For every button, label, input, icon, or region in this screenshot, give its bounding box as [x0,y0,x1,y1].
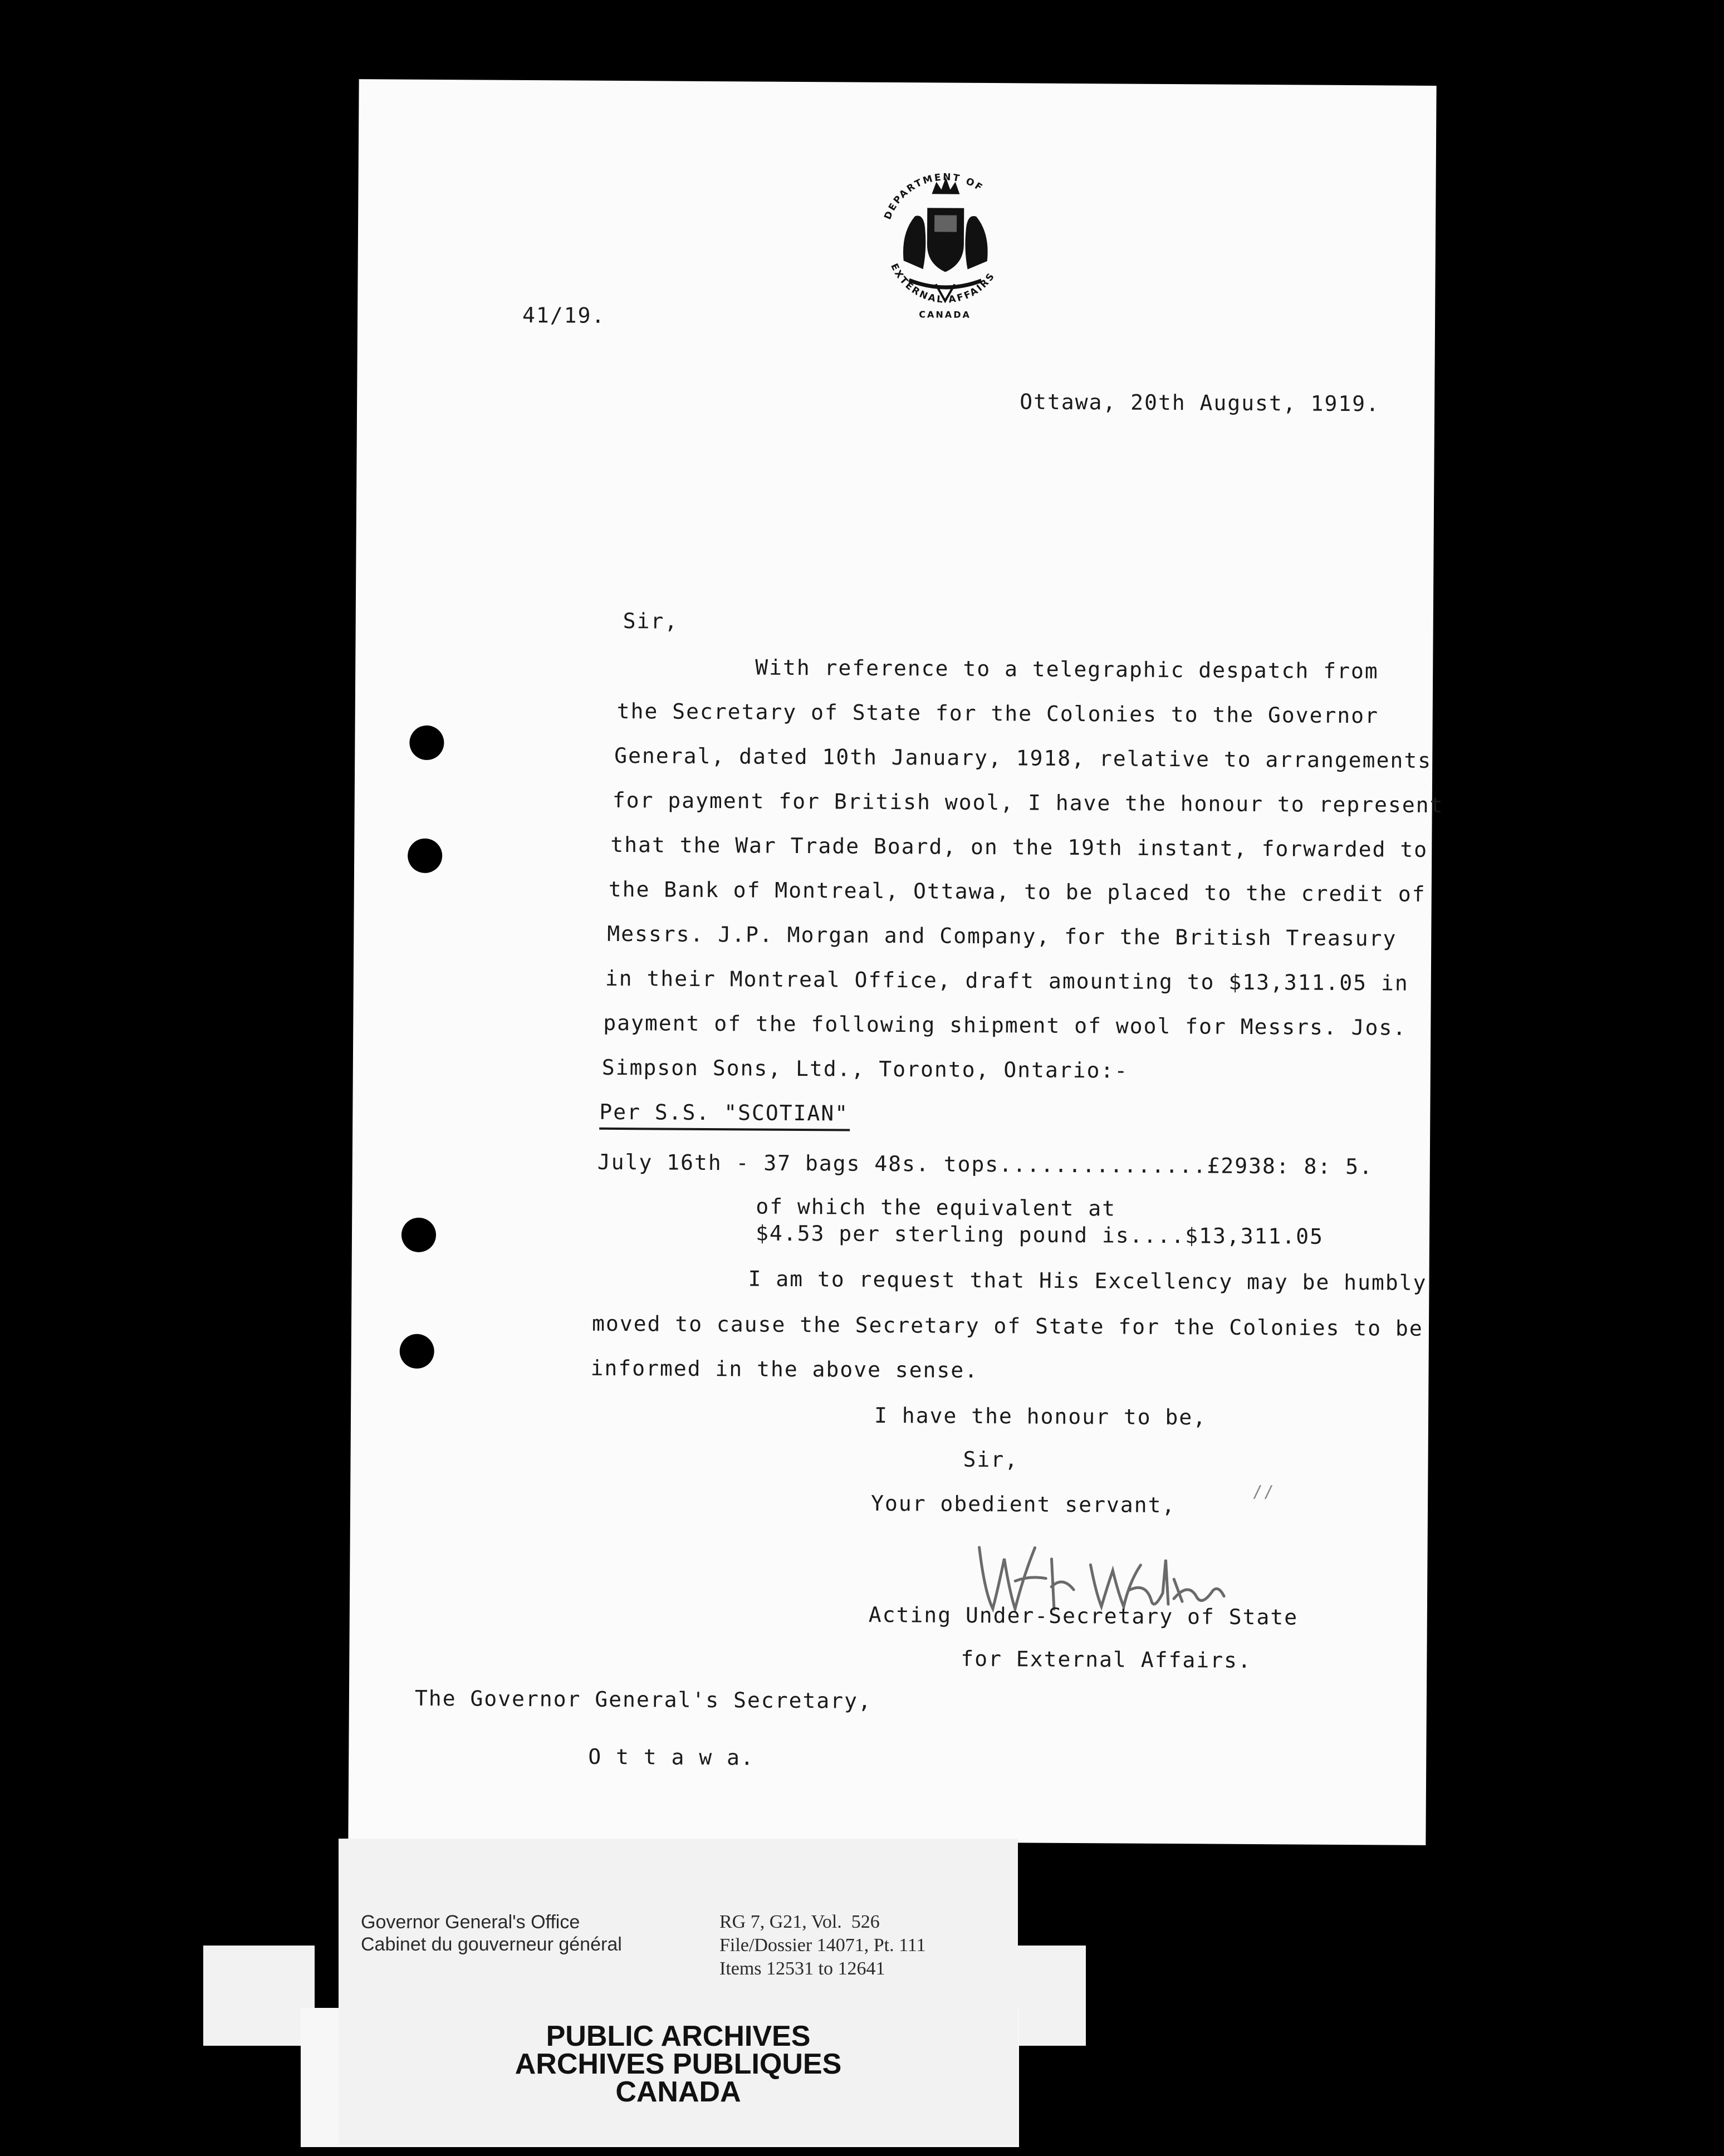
margin-mark: // [1252,1482,1275,1502]
shipment-line: July 16th - 37 bags 48s. tops...............£2938: 8: 5. [597,1149,1374,1179]
file-dossier: File/Dossier 14071, Pt. 111 [719,1935,926,1956]
record-group: RG 7, G21, Vol. 526 [719,1912,880,1932]
date-line: Ottawa, 20th August, 1919. [1020,389,1380,416]
body-line: Messrs. J.P. Morgan and Company, for the British Treasury [607,921,1397,951]
archives-stamp-line: PUBLIC ARCHIVES [546,2020,811,2052]
closing-line: Sir, [963,1447,1019,1472]
archive-label [339,1839,1018,2145]
punch-hole [400,1334,434,1369]
body-line: General, dated 10th January, 1918, relative to arrangements [614,743,1432,773]
addressee-line: The Governor General's Secretary, [414,1685,873,1713]
label-tab-left [203,1946,315,2046]
svg-text:EXTERNAL AFFAIRS: EXTERNAL AFFAIRS [888,262,998,306]
request-line: moved to cause the Secretary of State for the Colonies to be [591,1311,1423,1341]
body-line: in their Montreal Office, draft amounting to $13,311.05 in [605,966,1409,996]
punch-hole [401,1218,436,1252]
department-seal-icon [870,155,1021,329]
addressee-line: O t t a w a. [588,1744,755,1770]
body-line: payment of the following shipment of wool for Messrs. Jos. [603,1010,1407,1040]
body-line: that the War Trade Board, on the 19th instant, forwarded to [610,832,1428,862]
closing-line: I have the honour to be, [874,1403,1207,1430]
svg-text:DEPARTMENT OF: DEPARTMENT OF [882,171,986,222]
file-reference: 41/19. [522,302,606,328]
punch-hole [409,726,444,760]
equivalent-line: of which the equivalent at [756,1194,1116,1221]
punch-hole [408,839,442,873]
closing-line: Your obedient servant, [870,1491,1176,1518]
body-line: the Bank of Montreal, Ottawa, to be placed to the credit of [608,876,1426,906]
salutation: Sir, [623,609,679,634]
archives-stamp-line: CANADA [615,2076,741,2108]
signatory-title: Acting Under-Secretary of State [868,1602,1299,1630]
body-line: for payment for British wool, I have the honour to represent [612,787,1444,818]
request-line: informed in the above sense. [590,1355,979,1383]
archives-stamp-line: ARCHIVES PUBLIQUES [515,2048,842,2080]
body-line: Simpson Sons, Ltd., Toronto, Ontario:- [601,1055,1129,1083]
equivalent-line: $4.53 per sterling pound is....$13,311.05 [755,1221,1324,1249]
item-range: Items 12531 to 12641 [719,1958,885,1979]
letter-page [348,79,1444,1845]
ship-line: Per S.S. "SCOTIAN" [599,1099,849,1126]
svg-text:CANADA: CANADA [919,309,971,320]
signatory-title: for External Affairs. [961,1646,1252,1673]
ship-line-underline [599,1128,850,1131]
body-line: With reference to a telegraphic despatch from [755,655,1379,684]
office-name-en: Governor General's Office [361,1912,580,1933]
request-line: I am to request that His Excellency may be humbly [748,1266,1427,1295]
body-line: the Secretary of State for the Colonies to the Governor [616,698,1379,728]
office-name-fr: Cabinet du gouverneur général [361,1934,622,1955]
